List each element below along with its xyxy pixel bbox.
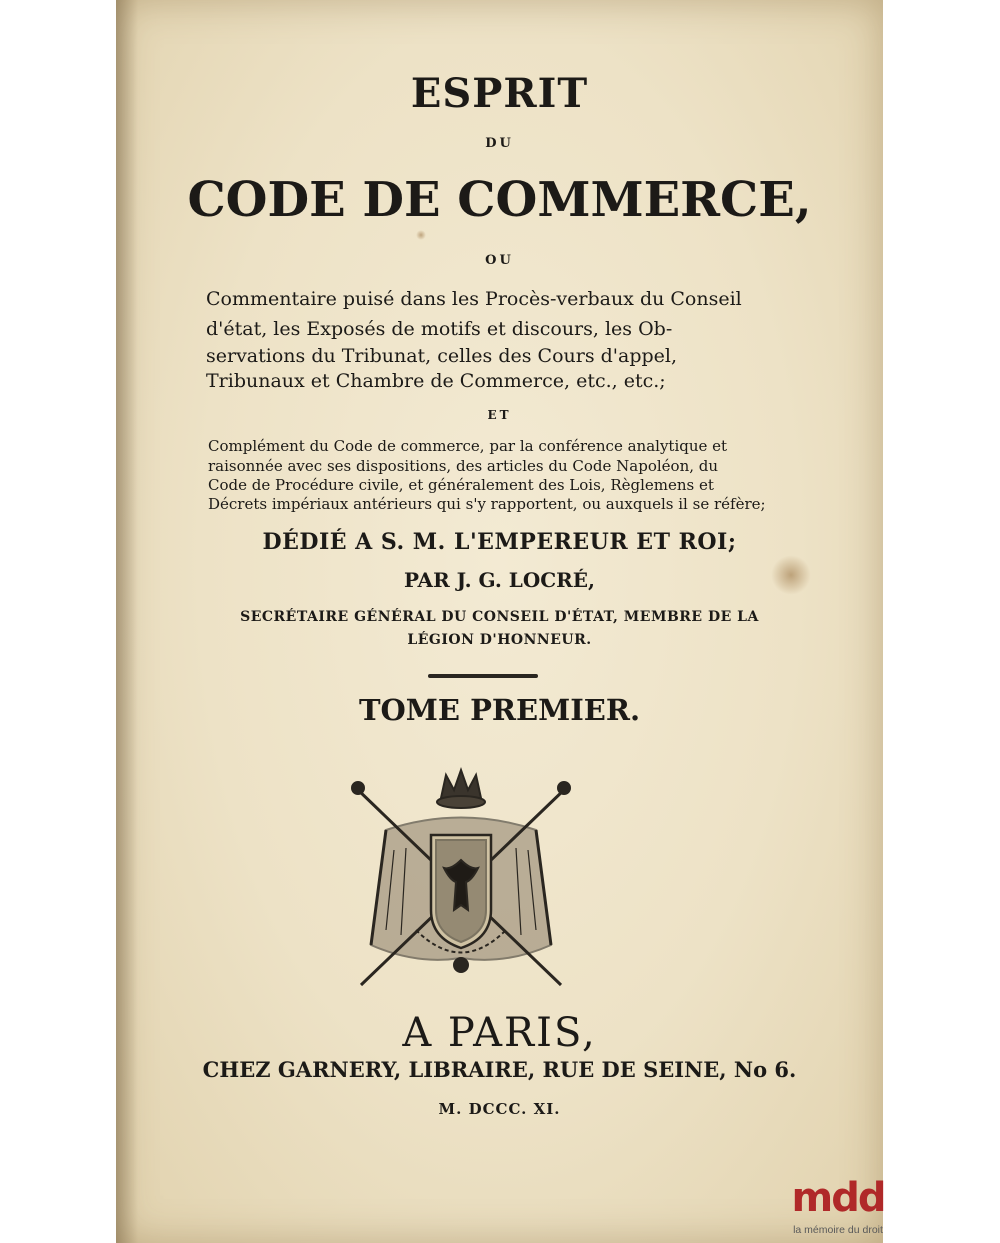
author-title-continued: LÉGION D'HONNEUR. [407,632,592,648]
publisher: CHEZ GARNERY, LIBRAIRE, RUE DE SEINE, No 6. [202,1057,797,1082]
imperial-coat-of-arms-icon [346,760,576,990]
dedication: DÉDIÉ A S. M. L'EMPEREUR ET ROI; [262,529,737,555]
complement-line: Code de Procédure civile, et généralement des Lois, Règlemens et [208,476,714,494]
book-page [116,0,883,1243]
volume-title: TOME PREMIER. [358,693,641,727]
commentaire-line: servations du Tribunat, celles des Cours d'appel, [206,345,678,367]
title-esprit: ESPRIT [410,70,589,117]
commentaire-line: Tribunaux et Chambre de Commerce, etc., etc.; [206,370,666,392]
complement-line: Complément du Code de commerce, par la conférence analytique et [208,437,728,455]
divider-rule [428,674,538,678]
title-du: DU [485,136,514,151]
conjunction-et: ET [487,408,512,422]
place-of-publication: A PARIS, [402,1010,597,1056]
title-code-de-commerce: CODE DE COMMERCE, [187,172,812,228]
complement-line: raisonnée avec ses dispositions, des articles du Code Napoléon, du [208,457,719,475]
commentaire-line: d'état, les Exposés de motifs et discours, les Ob- [206,318,673,340]
complement-line: Décrets impériaux antérieurs qui s'y rapportent, ou auxquels il se réfère; [208,495,766,513]
publication-year: M. DCCC. XI. [438,1100,561,1118]
commentaire-line: Commentaire puisé dans les Procès-verbaux du Conseil [206,288,742,310]
author-title: SECRÉTAIRE GÉNÉRAL DU CONSEIL D'ÉTAT, MEMBRE DE LA [240,609,759,625]
title-ou: OU [485,253,514,268]
logo-wordmark: mdd [791,1175,885,1221]
logo-tagline: la mémoire du droit [793,1224,883,1236]
mdd-watermark-logo [788,1175,888,1238]
foxing-stain [416,230,426,240]
author: PAR J. G. LOCRÉ, [403,568,596,592]
